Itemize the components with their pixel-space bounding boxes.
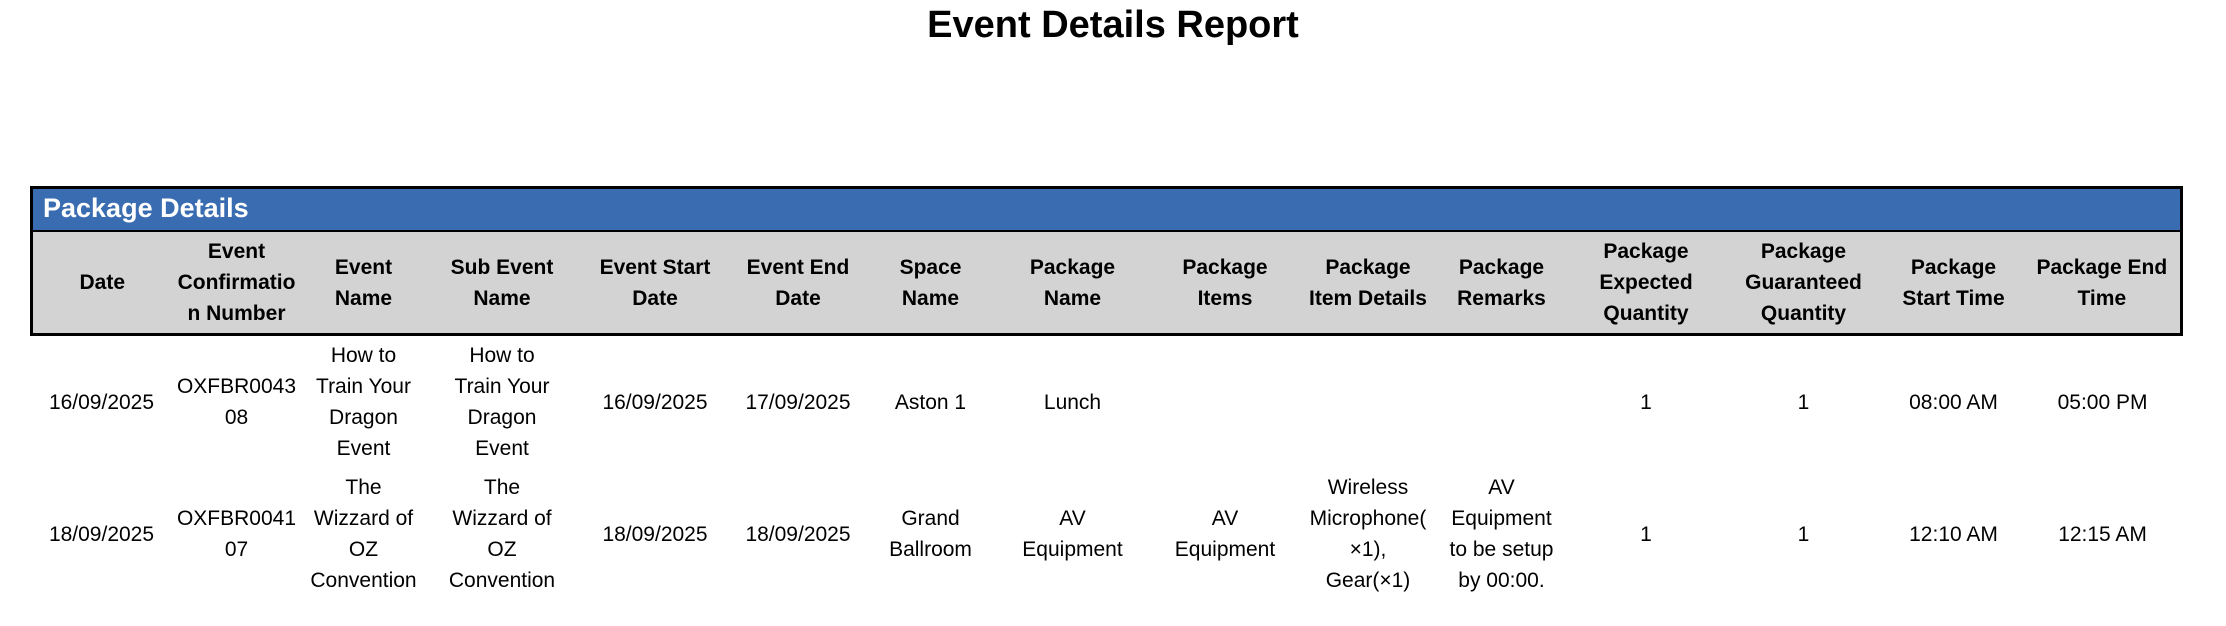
cell-package-name: Lunch [997,335,1149,469]
section-header: Package Details [32,188,2182,232]
cell-event-name: How to Train Your Dragon Event [302,335,426,469]
package-details-table [30,186,2183,600]
column-header-package-name: Package Name [997,231,1149,335]
cell-package-items [1149,335,1302,469]
cell-event-confirmation-number: OXFBR004308 [172,335,302,469]
column-header-package-item-details: Package Item Details [1302,231,1435,335]
column-header-row [32,231,2182,335]
column-header-sub-event-name: Sub Event Name [426,231,579,335]
cell-event-confirmation-number: OXFBR004107 [172,468,302,600]
column-header-event-end-date: Event End Date [732,231,865,335]
cell-event-end-date: 18/09/2025 [732,468,865,600]
cell-package-expected-quantity: 1 [1569,468,1724,600]
cell-package-item-details: Wireless Microphone(×1), Gear(×1) [1302,468,1435,600]
section-header-row [32,188,2182,232]
column-header-date: Date [32,231,172,335]
column-header-event-confirmation-number: Event Confirmation Number [172,231,302,335]
cell-package-items: AV Equipment [1149,468,1302,600]
cell-package-start-time: 08:00 AM [1884,335,2024,469]
column-header-package-end-time: Package End Time [2024,231,2182,335]
column-header-package-items: Package Items [1149,231,1302,335]
cell-package-expected-quantity: 1 [1569,335,1724,469]
cell-package-remarks: AV Equipment to be setup by 00:00. [1435,468,1569,600]
cell-sub-event-name: The Wizzard of OZ Convention [426,468,579,600]
table-row [32,335,2182,469]
cell-space-name: Grand Ballroom [865,468,997,600]
page-title: Event Details Report [927,4,1299,46]
cell-package-item-details [1302,335,1435,469]
cell-space-name: Aston 1 [865,335,997,469]
cell-event-name: The Wizzard of OZ Convention [302,468,426,600]
package-details-section [30,186,2180,600]
column-header-package-remarks: Package Remarks [1435,231,1569,335]
cell-package-end-time: 12:15 AM [2024,468,2182,600]
cell-date: 18/09/2025 [32,468,172,600]
column-header-package-expected-quantity: Package Expected Quantity [1569,231,1724,335]
column-header-event-start-date: Event Start Date [579,231,732,335]
cell-event-start-date: 18/09/2025 [579,468,732,600]
cell-package-start-time: 12:10 AM [1884,468,2024,600]
table-row [32,468,2182,600]
cell-package-end-time: 05:00 PM [2024,335,2182,469]
column-header-package-guaranteed-quantity: Package Guaranteed Quantity [1724,231,1884,335]
cell-package-guaranteed-quantity: 1 [1724,335,1884,469]
column-header-space-name: Space Name [865,231,997,335]
cell-sub-event-name: How to Train Your Dragon Event [426,335,579,469]
cell-date: 16/09/2025 [32,335,172,469]
cell-event-start-date: 16/09/2025 [579,335,732,469]
cell-package-name: AV Equipment [997,468,1149,600]
cell-event-end-date: 17/09/2025 [732,335,865,469]
cell-package-guaranteed-quantity: 1 [1724,468,1884,600]
cell-package-remarks [1435,335,1569,469]
column-header-package-start-time: Package Start Time [1884,231,2024,335]
column-header-event-name: Event Name [302,231,426,335]
